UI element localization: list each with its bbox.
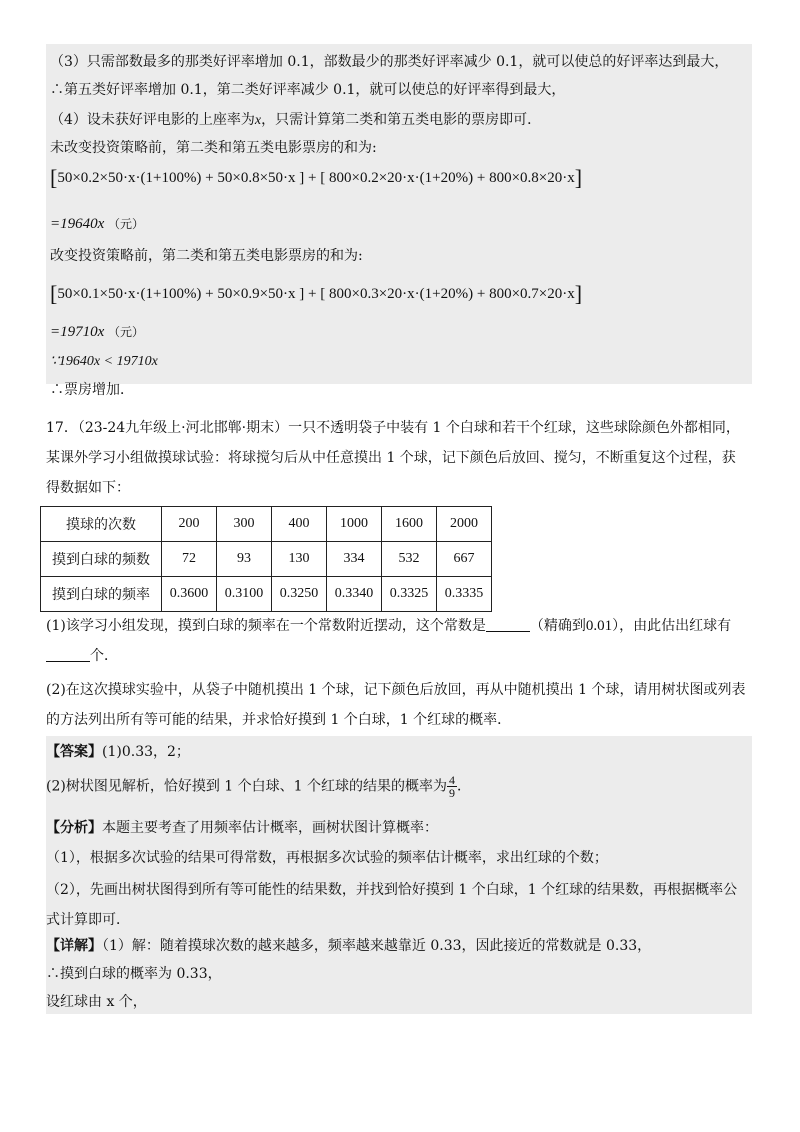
result-after-unit: （元） [108, 325, 145, 339]
part3-line2: ∴第五类好评率增加 0.1，第二类好评率减少 0.1，就可以使总的好评率得到最大， [50, 82, 566, 98]
detail-label: 【详解】 [46, 938, 102, 954]
analysis-line4: 式计算即可． [46, 912, 130, 928]
rate-cell: 0.3600 [162, 577, 217, 612]
detail-line3: 设红球由 x 个， [46, 994, 147, 1010]
sub1-text-d: 个． [90, 648, 118, 664]
rate-cell: 0.3325 [382, 577, 437, 612]
answer-part2: (2)树状图见解析，恰好摸到 1 个白球、1 个红球的结果的概率为 [46, 778, 447, 795]
answer-part2-end: ． [457, 778, 471, 795]
analysis-line1 [46, 818, 438, 838]
part3-line1: （3）只需部数最多的那类好评率增加 0.1，部数最少的那类好评率减少 0.1，就可以使总的好评率达到最大， [50, 54, 729, 70]
before-label: 未改变投资策略前，第二类和第五类电影票房的和为: [50, 140, 377, 156]
fraction-four-ninths [447, 774, 457, 799]
q17-stem2: 某课外学习小组做摸球试验：将球搅匀后从中任意摸出 1 个球，记下颜色后放回、搅匀，不断重复这个过程，获 [46, 450, 736, 466]
formula-after: [50×0.1×50·x·(1+100%) + 50×0.9×50·x ] + [ 800×0.3×20·x·(1+20%) + 800×0.7×20·x] [50, 281, 583, 306]
row-label-rate: 摸到白球的频率 [41, 577, 162, 612]
q17-number: 17． [46, 420, 78, 436]
table-row-frequency [41, 542, 492, 577]
rate-cell: 0.3340 [327, 577, 382, 612]
frequency-cell: 130 [272, 542, 327, 577]
sub1-line2 [46, 646, 118, 666]
q17-stem3: 得数据如下： [46, 480, 130, 496]
q17-source: （23-24九年级上·河北邯郸·期末） [77, 420, 289, 436]
q17-stem1: 一只不透明袋子中装有 1 个白球和若干个红球，这些球除颜色外都相同， [288, 420, 740, 436]
formula-after-text: 50×0.1×50·x·(1+100%) + 50×0.9×50·x ] + [ 800×0.3×20·x·(1+20%) + 800×0.7×20·x [57, 286, 575, 302]
table-row-trials [41, 507, 492, 542]
result-after [50, 322, 144, 342]
answer-label: 【答案】 [46, 744, 102, 760]
trials-cell: 2000 [437, 507, 492, 542]
q17-line1 [46, 418, 740, 438]
result-before [50, 214, 144, 234]
rate-cell: 0.3335 [437, 577, 492, 612]
trials-cell: 300 [217, 507, 272, 542]
trials-cell: 1000 [327, 507, 382, 542]
fraction-numerator: 4 [449, 773, 455, 787]
trials-cell: 400 [272, 507, 327, 542]
sub1-text-a: (1)该学习小组发现，摸到白球的频率在一个常数附近摆动，这个常数是 [46, 618, 486, 634]
row-label-trials: 摸球的次数 [41, 507, 162, 542]
answer-part1: (1)0.33，2； [102, 744, 190, 760]
result-before-value: =19640x [50, 216, 105, 232]
trials-cell: 200 [162, 507, 217, 542]
trials-cell: 1600 [382, 507, 437, 542]
rate-cell: 0.3100 [217, 577, 272, 612]
analysis-line3: （2），先画出树状图得到所有等可能性的结果数，并找到恰好摸到 1 个白球，1 个红球的结果数，再根据概率公 [46, 882, 738, 898]
after-label: 改变投资策略前，第二类和第五类电影票房的和为: [50, 248, 363, 264]
analysis-line2: （1），根据多次试验的结果可得常数，再根据多次试验的频率估计概率，求出红球的个数； [46, 850, 608, 866]
sub2-line2: 的方法列出所有等可能的结果，并求恰好摸到 1 个白球，1 个红球的概率． [46, 712, 512, 728]
sub1-text-c: ），由此估出红球有 [612, 618, 732, 634]
part4-intro-var: x [254, 113, 262, 128]
frequency-cell: 334 [327, 542, 382, 577]
sub1-precision: 0.01 [585, 618, 613, 634]
formula-before-text: 50×0.2×50·x·(1+100%) + 50×0.8×50·x ] + [ 800×0.2×20·x·(1+20%) + 800×0.8×20·x [57, 170, 575, 186]
sub2-line1: (2)在这次摸球实验中，从袋子中随机摸出 1 个球，记下颜色后放回，再从中随机摸出 1 个球，请用树状图或列表 [46, 682, 746, 698]
detail-line1 [46, 936, 651, 956]
part4-intro-a: （4）设未获好评电影的上座率为 [50, 112, 255, 128]
detail-line2: ∴摸到白球的概率为 0.33， [46, 966, 222, 982]
answer-blank-2 [46, 647, 90, 662]
frequency-cell: 532 [382, 542, 437, 577]
part4-intro-b: ，只需计算第二类和第五类电影的票房即可． [261, 112, 542, 128]
frequency-cell: 93 [217, 542, 272, 577]
detail-text1: （1）解：随着摸球次数的越来越多，频率越来越靠近 0.33，因此接近的常数就是 0.33， [102, 938, 652, 954]
part4-intro [50, 110, 541, 131]
conclusion-line: ∴票房增加． [50, 382, 134, 398]
row-label-frequency: 摸到白球的频数 [41, 542, 162, 577]
rate-cell: 0.3250 [272, 577, 327, 612]
formula-before: [50×0.2×50·x·(1+100%) + 50×0.8×50·x ] + [ 800×0.2×20·x·(1+20%) + 800×0.8×20·x] [50, 165, 583, 190]
answer-line2 [46, 774, 471, 799]
fraction-denominator: 9 [449, 786, 455, 800]
result-after-value: =19710x [50, 324, 105, 340]
frequency-cell: 667 [437, 542, 492, 577]
table-row-rate [41, 577, 492, 612]
result-before-unit: （元） [108, 217, 145, 231]
analysis-label: 【分析】 [46, 820, 102, 836]
frequency-cell: 72 [162, 542, 217, 577]
compare-line: ∵19640x < 19710x [50, 354, 158, 369]
sub1-line [46, 616, 731, 636]
answer-blank-1 [486, 617, 530, 632]
analysis-text1: 本题主要考查了用频率估计概率，画树状图计算概率： [102, 820, 438, 836]
data-table [40, 506, 492, 612]
sub1-text-b: （精确到 [529, 618, 586, 634]
answer-line1 [46, 742, 190, 762]
